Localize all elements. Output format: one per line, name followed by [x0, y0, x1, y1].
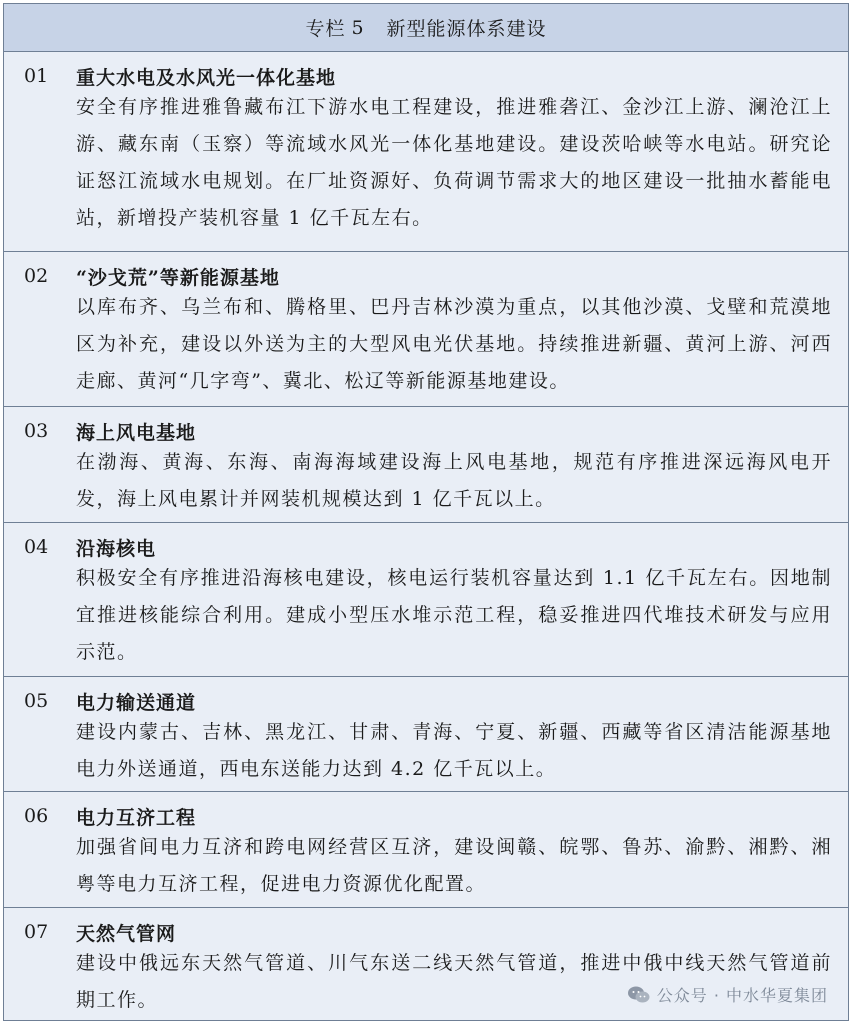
section-03: [4, 407, 848, 523]
section-body: 安全有序推进雅鲁藏布江下游水电工程建设，推进雅砻江、金沙江上游、澜沧江上游、藏东南（玉察）等流域水风光一体化基地建设。建设茨哈峡等水电站。研究论证怒江流域水电规划。在厂址资源好、负荷调节需求大的地区建设一批抽水蓄能电站，新增投产装机容量 1 亿千瓦左右。: [76, 96, 832, 229]
column-panel: [3, 3, 849, 1021]
section-body: 在渤海、黄海、东海、南海海域建设海上风电基地，规范有序推进深远海风电开发，海上风电累计并网装机规模达到 1 亿千瓦以上。: [76, 451, 832, 510]
section-title: 重大水电及水风光一体化基地: [76, 66, 337, 89]
section-04: [4, 523, 848, 677]
watermark-text: 公众号 · 中水华夏集团: [656, 986, 828, 1005]
column-prefix: 专栏: [305, 18, 346, 40]
section-number: 04: [24, 536, 49, 558]
section-title: 电力输送通道: [76, 691, 197, 714]
section-title: 天然气管网: [76, 922, 177, 945]
section-06: [4, 792, 848, 908]
section-number: 01: [24, 65, 49, 87]
section-05: [4, 677, 848, 792]
section-body: 以库布齐、乌兰布和、腾格里、巴丹吉林沙漠为重点，以其他沙漠、戈壁和荒漠地区为补充，建设以外送为主的大型风电光伏基地。持续推进新疆、黄河上游、河西走廊、黄河“几字弯”、冀北、松辽等新能源基地建设。: [76, 296, 832, 392]
section-title: 海上风电基地: [76, 421, 197, 444]
wechat-icon: [627, 985, 651, 1005]
section-title: 电力互济工程: [76, 806, 197, 829]
section-body: 建设内蒙古、吉林、黑龙江、甘肃、青海、宁夏、新疆、西藏等省区清洁能源基地电力外送通道，西电东送能力达到 4.2 亿千瓦以上。: [76, 721, 832, 780]
section-title: 沿海核电: [76, 537, 157, 560]
section-number: 02: [24, 265, 49, 287]
column-number: 5: [351, 16, 365, 39]
section-body: 加强省间电力互济和跨电网经营区互济，建设闽赣、皖鄂、鲁苏、渝黔、湘黔、湘粤等电力互济工程，促进电力资源优化配置。: [76, 836, 832, 895]
section-01: [4, 52, 848, 252]
column-title: 新型能源体系建设: [386, 18, 547, 40]
section-number: 03: [24, 420, 49, 442]
section-number: 06: [24, 805, 49, 827]
section-title: “沙戈荒”等新能源基地: [76, 266, 280, 289]
section-02: [4, 252, 848, 407]
section-body: 积极安全有序推进沿海核电建设，核电运行装机容量达到 1.1 亿千瓦左右。因地制宜推进核能综合利用。建成小型压水堆示范工程，稳妥推进四代堆技术研发与应用示范。: [76, 567, 832, 663]
section-number: 07: [24, 921, 49, 943]
panel-title: [4, 4, 848, 52]
wechat-watermark: [627, 983, 828, 1006]
section-body: 建设中俄远东天然气管道、川气东送二线天然气管道，推进中俄中线天然气管道前期工作。: [76, 952, 832, 1011]
section-number: 05: [24, 690, 49, 712]
